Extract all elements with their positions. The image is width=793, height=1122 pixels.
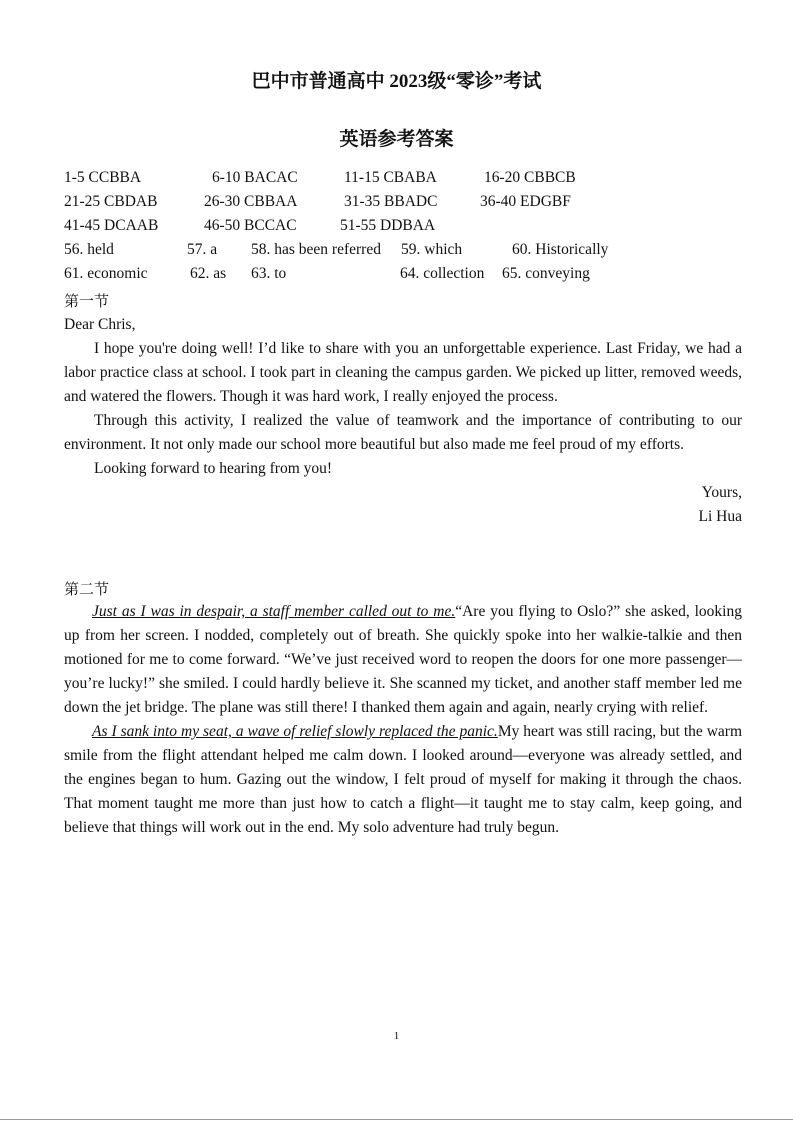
given-opening-sentence: Just as I was in despair, a staff member called out to me. [92, 603, 456, 620]
story-body [64, 600, 742, 840]
section-1-heading: 第一节 [64, 294, 110, 310]
answer-cell: 63. to [251, 265, 287, 282]
answer-row [64, 166, 744, 190]
answer-cell: 46-50 BCCAC [204, 217, 297, 234]
answer-cell: 36-40 EDGBF [480, 193, 571, 210]
answer-cell: 31-35 BBADC [344, 193, 438, 210]
answer-cell: 57. a [187, 241, 218, 258]
answer-row [64, 262, 744, 286]
answer-cell: 16-20 CBBCB [484, 169, 576, 186]
answer-cell: 61. economic [64, 265, 148, 282]
letter-body [64, 313, 742, 529]
answer-cell: 6-10 BACAC [212, 169, 298, 186]
answer-cell: 56. held [64, 241, 114, 258]
letter-paragraph: Through this activity, I realized the value of teamwork and the importance of contributing to our environment. It not only made our school more beautiful but also made me feel proud of my efforts. [64, 412, 742, 453]
letter-signature: Li Hua [698, 508, 742, 525]
letter-paragraph: I hope you're doing well! I’d like to share with you an unforgettable experience. Last Friday, we had a labor practice class at school. I took part in cleaning the campus garden. We picked up litter, removed weeds, and watered the flowers. Though it was hard work, I really enjoyed the process. [64, 340, 742, 405]
letter-closing: Yours, [701, 484, 742, 501]
answer-cell: 62. as [190, 265, 227, 282]
given-opening-sentence: As I sank into my seat, a wave of relief slowly replaced the panic. [92, 723, 498, 740]
section-2-heading: 第二节 [64, 582, 110, 598]
letter-salutation: Dear Chris, [64, 316, 136, 333]
exam-title: 巴中市普通高中 2023级“零诊”考试 [251, 71, 542, 92]
answer-key-subtitle: 英语参考答案 [339, 129, 454, 150]
answer-cell: 1-5 CCBBA [64, 169, 142, 186]
letter-paragraph: Looking forward to hearing from you! [94, 460, 333, 477]
answer-cell: 64. collection [400, 265, 485, 282]
answer-row [64, 238, 744, 262]
answer-cell: 11-15 CBABA [344, 169, 437, 186]
answer-cell: 59. which [401, 241, 463, 258]
answer-cell: 21-25 CBDAB [64, 193, 158, 210]
answer-cell: 51-55 DDBAA [340, 217, 436, 234]
footer-divider [0, 1119, 793, 1120]
story-paragraph [64, 720, 742, 840]
answer-row [64, 214, 744, 238]
answer-grid [64, 166, 744, 286]
story-text: My heart was still racing, but the warm smile from the flight attendant helped me calm down. I looked around—everyone was already settled, and the engines began to hum. Gazing out the window, I felt proud of myself for making it through the chaos. That moment taught me more than just how to catch a flight—it taught me to stay calm, keep going, and believe that things will work out in the end. My solo adventure had truly begun. [64, 723, 742, 836]
answer-cell: 26-30 CBBAA [204, 193, 298, 210]
page-number: 1 [393, 1030, 400, 1042]
story-paragraph [64, 600, 742, 720]
answer-cell: 65. conveying [502, 265, 590, 282]
story-text: “Are you flying to Oslo?” she asked, looking up from her screen. I nodded, completely out of breath. She quickly spoke into her walkie-talkie and then motioned for me to come forward. “We’ve just received word to reopen the doors for one more passenger—you’re lucky!” she smiled. I could hardly believe it. She scanned my ticket, and another staff member led me down the jet bridge. The plane was still there! I thanked them again and again, nearly crying with relief. [64, 603, 742, 716]
answer-cell: 41-45 DCAAB [64, 217, 159, 234]
answer-row [64, 190, 744, 214]
answer-cell: 60. Historically [512, 241, 609, 258]
answer-cell: 58. has been referred [251, 241, 381, 258]
